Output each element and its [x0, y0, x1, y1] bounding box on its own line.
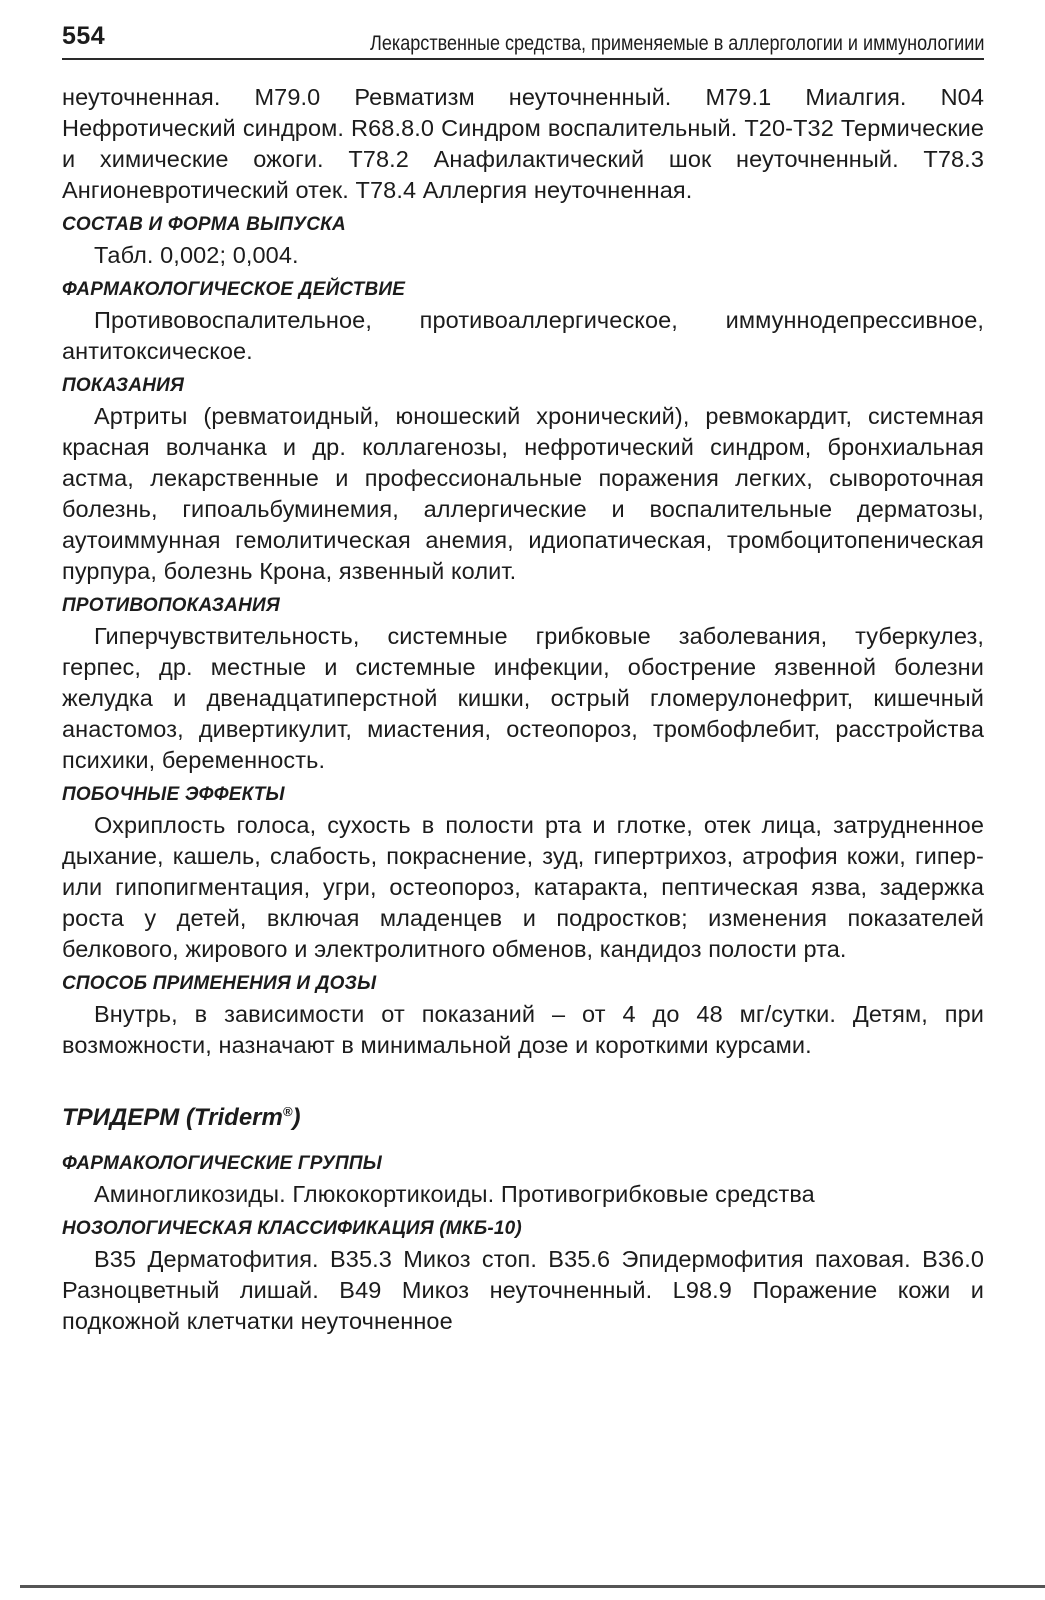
- section-text: B35 Дерматофития. B35.3 Микоз стоп. B35.6 Эпидермофития паховая. B36.0 Разноцветный лишай. B49 Микоз неуточненный. L98.9 Поражение кожи и подкожной клетчатки неуточненное: [62, 1246, 984, 1334]
- section-text: Противовоспалительное, противоаллергическое, иммуннодепрессивное, антитоксическое.: [62, 307, 984, 364]
- section-composition: [62, 212, 984, 271]
- section-heading: СПОСОБ ПРИМЕНЕНИЯ И ДОЗЫ: [62, 973, 377, 994]
- section-heading: ПОБОЧНЫЕ ЭФФЕКТЫ: [62, 784, 285, 805]
- section-contraindications: [62, 593, 984, 776]
- section-text: Внутрь, в зависимости от показаний – от 4 до 48 мг/сутки. Детям, при возможности, назначают в минимальной дозе и короткими курсами.: [62, 1001, 984, 1058]
- section-pharmacological-action: [62, 277, 984, 367]
- section-text: Табл. 0,002; 0,004.: [94, 242, 299, 268]
- intro-paragraph: неуточненная. M79.0 Ревматизм неуточненный. M79.1 Миалгия. N04 Нефротический синдром. R68.8.0 Синдром воспалительный. T20-T32 Термические и химические ожоги. T78.2 Анафилактический шок неуточненный. T78.3 Ангионевротический отек. T78.4 Аллергия неуточненная.: [62, 84, 984, 203]
- section-nosological-classification: [62, 1216, 984, 1337]
- section-text: Артриты (ревматоидный, юношеский хронический), ревмокардит, системная красная волчанка и др. коллагенозы, нефротический синдром, бронхиальная астма, лекарственные и профессиональные поражения легких, сывороточная болезнь, гипоальбуминемия, аллергические и воспалительные дерматозы, аутоиммунная гемолитическая анемия, идиопатическая, тромбоцитопеническая пурпура, болезнь Крона, язвенный колит.: [62, 403, 984, 584]
- section-text: Гиперчувствительность, системные грибковые заболевания, туберкулез, герпес, др. местные и системные инфекции, обострение язвенной болезни желудка и двенадцатиперстной кишки, острый гломерулонефрит, кишечный анастомоз, дивертикулит, миастения, остеопороз, тромбофлебит, расстройства психики, беременность.: [62, 623, 984, 773]
- drug-title-close: ): [292, 1104, 301, 1131]
- bottom-rule: [20, 1585, 1045, 1588]
- section-heading: НОЗОЛОГИЧЕСКАЯ КЛАССИФИКАЦИЯ (МКБ-10): [62, 1218, 522, 1239]
- section-heading: СОСТАВ И ФОРМА ВЫПУСКА: [62, 214, 346, 235]
- section-side-effects: [62, 782, 984, 965]
- registered-mark: ®: [282, 1104, 293, 1119]
- section-heading: ФАРМАКОЛОГИЧЕСКОЕ ДЕЙСТВИЕ: [62, 279, 406, 300]
- section-dosage: [62, 971, 984, 1061]
- section-text: Аминогликозиды. Глюкокортикоиды. Противогрибковые средства: [94, 1181, 815, 1207]
- section-indications: [62, 373, 984, 587]
- section-pharmacological-groups: [62, 1151, 984, 1210]
- section-heading: ФАРМАКОЛОГИЧЕСКИЕ ГРУППЫ: [62, 1153, 382, 1174]
- section-heading: ПРОТИВОПОКАЗАНИЯ: [62, 595, 280, 616]
- drug-title: [62, 1097, 984, 1133]
- running-header: [62, 22, 984, 60]
- page-content: [62, 82, 984, 1337]
- section-heading: ПОКАЗАНИЯ: [62, 375, 185, 396]
- section-text: Охриплость голоса, сухость в полости рта и глотке, отек лица, затрудненное дыхание, кашель, слабость, покраснение, зуд, гипертрихоз, атрофия кожи, гипер- или гипопигментация, угри, остеопороз, катаракта, пептическая язва, задержка роста у детей, включая младенцев и подростков; изменения показателей белкового, жирового и электролитного обменов, кандидоз полости рта.: [62, 812, 984, 962]
- running-title: Лекарственные средства, применяемые в аллергологии и иммунологиии: [369, 32, 984, 55]
- page-number: 554: [62, 22, 106, 50]
- drug-title-text: ТРИДЕРМ (Triderm: [62, 1104, 283, 1131]
